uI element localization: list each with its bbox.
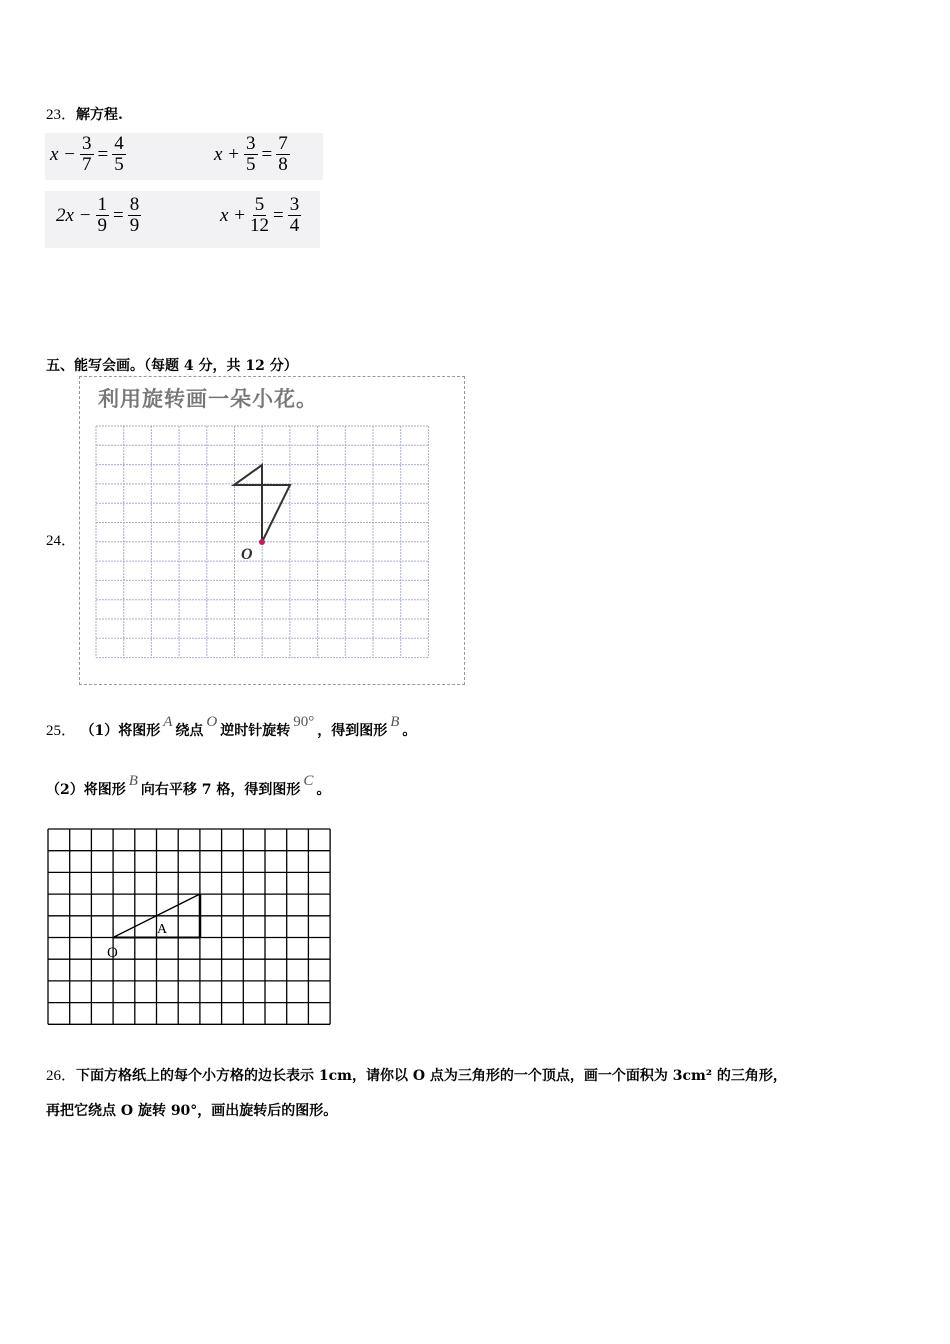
text: 。 bbox=[402, 723, 417, 739]
fraction bbox=[276, 134, 290, 175]
point-o-label: O bbox=[107, 945, 118, 961]
fraction bbox=[112, 134, 126, 175]
equation-3 bbox=[56, 195, 141, 236]
section-5-heading: 五、能写会画。（每题 4 分，共 12 分） bbox=[46, 358, 298, 374]
fraction bbox=[80, 134, 94, 175]
numerator: 7 bbox=[278, 133, 288, 154]
fraction bbox=[288, 195, 302, 236]
denominator: 5 bbox=[246, 154, 256, 175]
equals: = bbox=[273, 204, 284, 226]
var-o: O bbox=[206, 714, 218, 730]
equals: = bbox=[97, 143, 109, 165]
question-25-part2 bbox=[46, 773, 331, 799]
text: ，得到图形 bbox=[317, 723, 388, 739]
numerator: 5 bbox=[254, 194, 265, 215]
numerator: 3 bbox=[82, 133, 92, 154]
eq-lhs: x − bbox=[50, 143, 77, 165]
eq-lhs: x + bbox=[220, 204, 247, 226]
question-26-line2: 再把它绕点 O 旋转 90°，画出旋转后的图形。 bbox=[46, 1103, 338, 1119]
rotation-grid bbox=[40, 822, 340, 1032]
fraction bbox=[96, 195, 110, 236]
denominator: 9 bbox=[97, 215, 108, 236]
fraction bbox=[244, 134, 258, 175]
fraction bbox=[128, 195, 142, 236]
text: 向右平移 7 格，得到图形 bbox=[140, 782, 301, 798]
angle: 90° bbox=[293, 714, 315, 730]
denominator: 4 bbox=[289, 215, 300, 236]
text: 逆时针旋转 bbox=[220, 723, 291, 739]
flower-figure bbox=[79, 376, 465, 685]
var-a: A bbox=[163, 714, 173, 730]
question-25-part1 bbox=[46, 714, 417, 740]
denominator: 12 bbox=[250, 215, 270, 236]
question-26-line1 bbox=[46, 1064, 787, 1085]
var-b: B bbox=[390, 714, 400, 730]
equals: = bbox=[261, 143, 273, 165]
denominator: 8 bbox=[278, 154, 288, 175]
question-number: 26． bbox=[46, 1068, 77, 1084]
denominator: 9 bbox=[129, 215, 140, 236]
question-24-number: 24． bbox=[46, 533, 77, 549]
figure-title: 利用旋转画一朵小花。 bbox=[98, 387, 318, 411]
point-o-marker bbox=[259, 539, 265, 545]
kite-shape bbox=[234, 465, 290, 542]
numerator: 3 bbox=[246, 133, 256, 154]
eq-lhs: 2x − bbox=[56, 204, 92, 226]
question-number: 23． bbox=[46, 107, 77, 123]
text: （1）将图形 bbox=[80, 723, 161, 739]
var-c: C bbox=[303, 773, 314, 789]
text: 下面方格纸上的每个小方格的边长表示 1cm，请你以 O 点为三角形的一个顶点，画一个面积为 3cm² 的三角形， bbox=[76, 1068, 787, 1084]
flower-grid bbox=[80, 377, 466, 686]
equation-2 bbox=[214, 134, 290, 175]
equals: = bbox=[113, 204, 124, 226]
question-number: 25． bbox=[46, 723, 77, 739]
numerator: 4 bbox=[114, 133, 124, 154]
fraction bbox=[250, 195, 269, 236]
numerator: 1 bbox=[97, 194, 108, 215]
text: （2）将图形 bbox=[46, 782, 126, 798]
question-title: 解方程. bbox=[76, 107, 123, 123]
numerator: 3 bbox=[289, 194, 300, 215]
equation-4 bbox=[220, 195, 301, 236]
eq-lhs: x + bbox=[214, 143, 241, 165]
question-23-heading bbox=[46, 103, 123, 124]
var-b: B bbox=[128, 773, 138, 789]
equation-1 bbox=[50, 134, 126, 175]
numerator: 8 bbox=[129, 194, 140, 215]
point-o-label: O bbox=[241, 546, 253, 563]
denominator: 7 bbox=[82, 154, 92, 175]
text: 绕点 bbox=[175, 723, 204, 739]
triangle-label-a: A bbox=[157, 922, 168, 937]
text: 。 bbox=[316, 782, 331, 798]
denominator: 5 bbox=[114, 154, 124, 175]
